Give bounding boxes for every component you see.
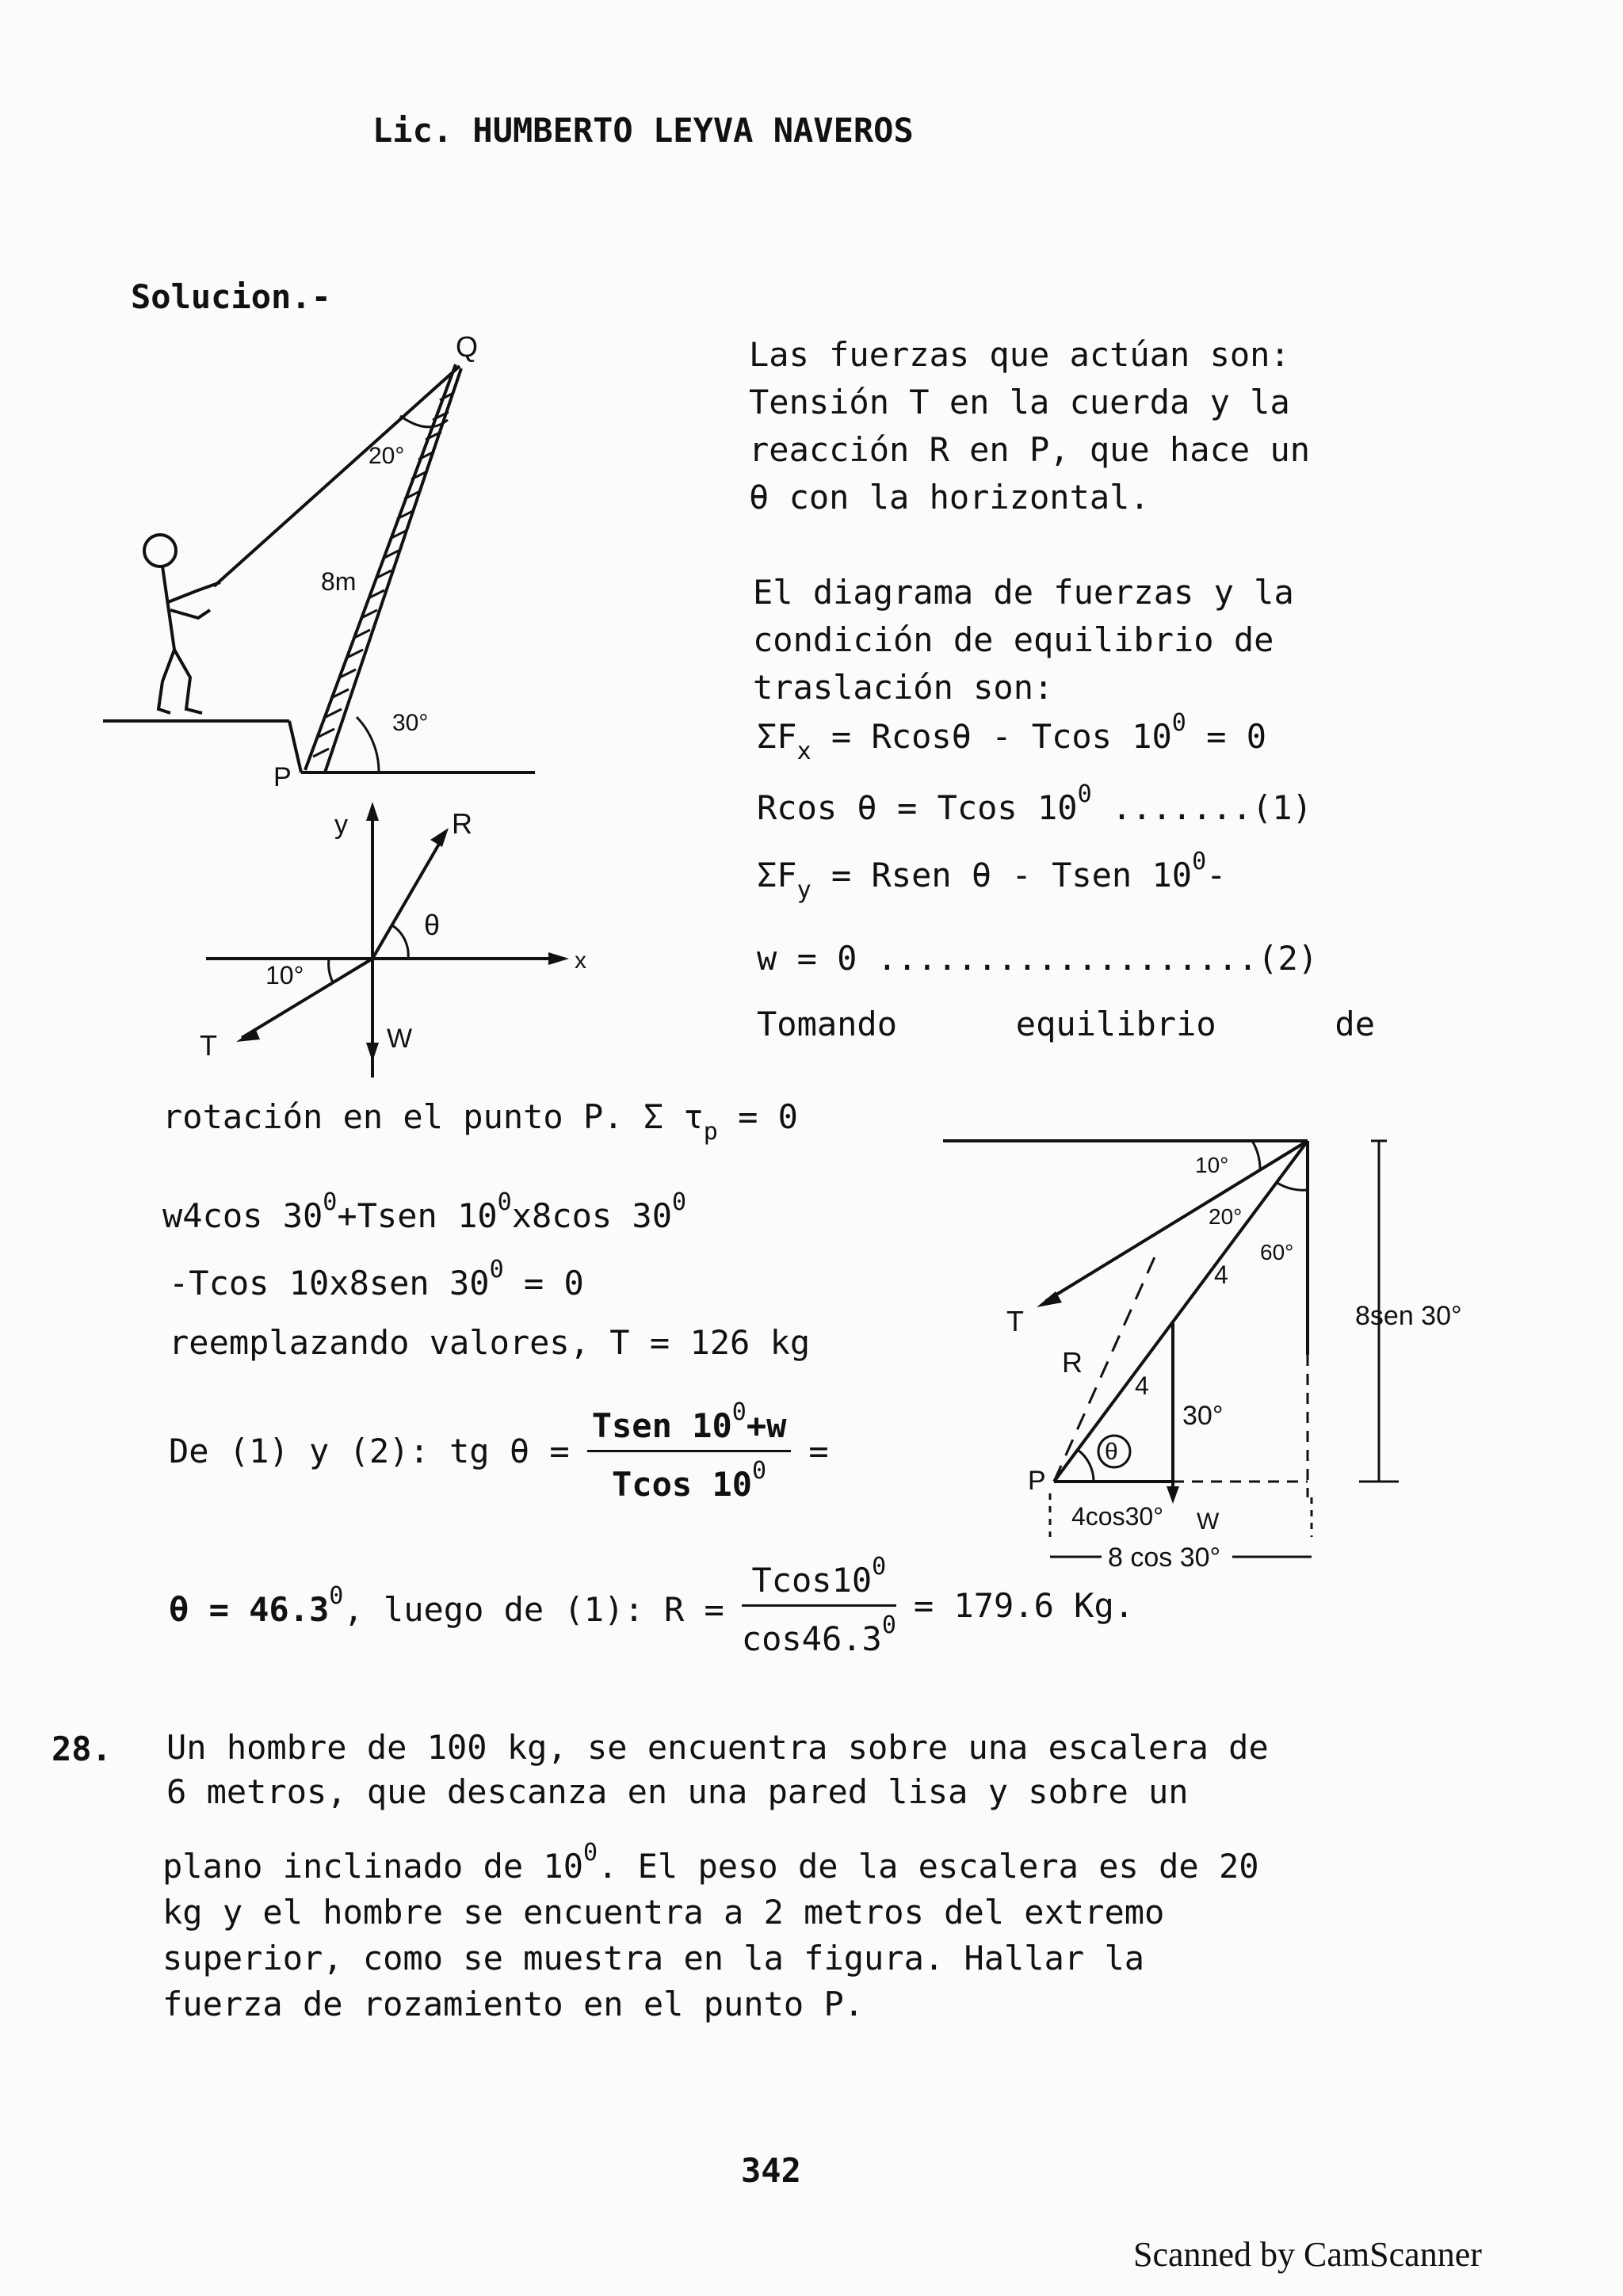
text-word: de bbox=[1335, 1005, 1375, 1043]
eq-part: w4cos 30 bbox=[162, 1196, 323, 1235]
fig3-label-theta: θ bbox=[1105, 1439, 1118, 1465]
eq-part: = 0 bbox=[1186, 717, 1267, 756]
text-line: Un hombre de 100 kg, se encuentra sobre una escalera de bbox=[166, 1728, 1269, 1767]
eq-1 bbox=[757, 780, 1312, 827]
eq-part: ΣF bbox=[757, 856, 797, 894]
eq-sup: 0 bbox=[323, 1188, 338, 1216]
fig3-label-p: P bbox=[1028, 1466, 1046, 1496]
page-number: 342 bbox=[741, 2151, 801, 2190]
r-fraction bbox=[742, 1553, 896, 1658]
ladder-figure bbox=[95, 317, 571, 808]
fig3-label-8sen30: 8sen 30° bbox=[1355, 1301, 1462, 1331]
eq-part: = bbox=[808, 1432, 829, 1470]
eq-sup: 0 bbox=[583, 1839, 598, 1867]
text-line: condición de equilibrio de bbox=[753, 620, 1274, 659]
eq-part: .......(1) bbox=[1091, 788, 1312, 827]
eq-part: +Tsen 10 bbox=[337, 1196, 498, 1235]
tomando-line bbox=[757, 1005, 1375, 1043]
eq-sup: 0 bbox=[1077, 780, 1092, 808]
eq-part: , luego de (1): R = bbox=[343, 1590, 724, 1629]
text-line: fuerza de rozamiento en el punto P. bbox=[162, 1985, 865, 2023]
eq-sum-fx bbox=[757, 709, 1266, 765]
text-line: superior, como se muestra en la figura. Hallar la bbox=[162, 1939, 1145, 1978]
eq-sup: 0 bbox=[489, 1256, 504, 1283]
eq-sup: 0 bbox=[329, 1582, 344, 1610]
problem-text-top bbox=[166, 1726, 1379, 1814]
eq-part: = Rcosθ - Tcos 10 bbox=[811, 717, 1172, 756]
fig2-label-w: W bbox=[387, 1024, 413, 1054]
text-word: equilibrio bbox=[1015, 1005, 1216, 1043]
text-line: reacción R en P, que hace un bbox=[749, 430, 1311, 469]
eq-part: = 179.6 Kg. bbox=[913, 1586, 1135, 1625]
eq-sup: 0 bbox=[497, 1188, 512, 1216]
fig3-label-w: W bbox=[1197, 1508, 1220, 1535]
tg-fraction bbox=[587, 1398, 792, 1504]
fig3-label-4-mid: 4 bbox=[1135, 1371, 1149, 1400]
eq-sup: 0 bbox=[872, 1553, 887, 1581]
eq-sup: 0 bbox=[1192, 848, 1207, 875]
scanner-watermark: Scanned by CamScanner bbox=[1133, 2235, 1482, 2274]
eq-sub: p bbox=[703, 1118, 718, 1146]
text-line: traslación son: bbox=[753, 668, 1054, 707]
eq-part: -Tcos 10x8sen 30 bbox=[169, 1264, 490, 1302]
rotation-line bbox=[162, 1097, 798, 1146]
fig3-label-r: R bbox=[1062, 1346, 1083, 1379]
eq-part: Tcos10 bbox=[751, 1561, 873, 1600]
text-line: kg y el hombre se encuentra a 2 metros del extremo bbox=[162, 1893, 1165, 1932]
eq-part: ΣF bbox=[757, 717, 797, 756]
eq-sum-fy bbox=[757, 848, 1226, 904]
eq-part: - bbox=[1206, 856, 1227, 894]
eq-part: θ = 46.3 bbox=[169, 1590, 330, 1629]
eq-part: = Rsen θ - Tsen 10 bbox=[811, 856, 1193, 894]
fig3-label-t: T bbox=[1006, 1305, 1024, 1337]
eq-part: Tsen 10 bbox=[591, 1406, 732, 1445]
eq-sup: 0 bbox=[752, 1457, 767, 1485]
eq-sub: x bbox=[796, 738, 812, 765]
fig3-label-4-top: 4 bbox=[1214, 1261, 1228, 1289]
frac-numerator bbox=[742, 1553, 896, 1607]
theta-lead bbox=[169, 1582, 724, 1629]
solution-heading: Solucion.- bbox=[131, 277, 331, 316]
fig2-angle-10: 10° bbox=[265, 961, 304, 990]
eq-part: plano inclinado de 10 bbox=[162, 1847, 584, 1886]
fig3-angle-30: 30° bbox=[1182, 1401, 1224, 1431]
eq-part: cos46.3 bbox=[741, 1619, 882, 1658]
fig3-label-4cos30: 4cos30° bbox=[1071, 1502, 1163, 1531]
fig1-label-p: P bbox=[273, 762, 292, 792]
fig1-length-8m: 8m bbox=[321, 567, 357, 596]
fig1-angle-20: 20° bbox=[369, 443, 405, 469]
fig2-label-x: x bbox=[575, 948, 586, 974]
diagram-intro bbox=[753, 569, 1294, 711]
text-line bbox=[162, 1830, 1259, 1890]
fig3-angle-10: 10° bbox=[1195, 1153, 1229, 1177]
replace-line: reemplazando valores, T = 126 kg bbox=[169, 1323, 811, 1362]
force-diagram bbox=[190, 800, 618, 1085]
frac-denominator bbox=[742, 1607, 896, 1658]
problem-text-bottom bbox=[162, 1830, 1259, 2027]
forces-text bbox=[749, 331, 1310, 521]
fig3-angle-20: 20° bbox=[1209, 1204, 1243, 1229]
eq-part: rotación en el punto P. Σ τ bbox=[162, 1097, 704, 1136]
author-header: Lic. HUMBERTO LEYVA NAVEROS bbox=[372, 111, 914, 150]
frac-denominator bbox=[587, 1452, 792, 1504]
fig2-label-t: T bbox=[200, 1029, 217, 1062]
text-line: θ con la horizontal. bbox=[749, 478, 1150, 517]
text-line: 6 metros, que descanza en una pared lisa y sobre un bbox=[166, 1772, 1189, 1811]
fig2-label-y: y bbox=[334, 810, 348, 840]
eq-sup: 0 bbox=[672, 1188, 687, 1216]
text-line: El diagrama de fuerzas y la bbox=[753, 573, 1294, 612]
text-word: Tomando bbox=[757, 1005, 898, 1043]
eq-part: . El peso de la escalera es de 20 bbox=[598, 1847, 1259, 1886]
eq-part: = 0 bbox=[503, 1264, 584, 1302]
geometry-figure bbox=[935, 1125, 1522, 1600]
moment-line-2 bbox=[169, 1256, 584, 1302]
fig2-label-theta: θ bbox=[424, 909, 441, 941]
fig1-label-q: Q bbox=[456, 330, 479, 363]
eq-sup: 0 bbox=[881, 1611, 896, 1639]
eq-part: x8cos 30 bbox=[511, 1196, 673, 1235]
moment-line-1 bbox=[162, 1188, 686, 1235]
text-line: Las fuerzas que actúan son: bbox=[749, 335, 1290, 374]
eq-sub: y bbox=[796, 876, 812, 904]
frac-numerator bbox=[587, 1398, 792, 1452]
eq-part: +w bbox=[746, 1406, 787, 1445]
eq-part: Rcos θ = Tcos 10 bbox=[757, 788, 1078, 827]
problem-number: 28. bbox=[52, 1730, 112, 1768]
eq-2: w = 0 ...................(2) bbox=[757, 939, 1319, 978]
eq-sup: 0 bbox=[731, 1398, 747, 1426]
fig2-label-r: R bbox=[452, 807, 472, 840]
text-line: Tensión T en la cuerda y la bbox=[749, 383, 1290, 421]
eq-sup: 0 bbox=[1171, 709, 1186, 737]
fig3-label-8cos30: 8 cos 30° bbox=[1108, 1543, 1221, 1573]
eq-part: De (1) y (2): tg θ = bbox=[169, 1432, 570, 1470]
fig3-angle-60: 60° bbox=[1260, 1240, 1294, 1264]
eq-part: = 0 bbox=[717, 1097, 798, 1136]
fig1-angle-30: 30° bbox=[392, 710, 429, 736]
tg-equation bbox=[169, 1398, 829, 1504]
eq-part: Tcos 10 bbox=[612, 1465, 753, 1504]
